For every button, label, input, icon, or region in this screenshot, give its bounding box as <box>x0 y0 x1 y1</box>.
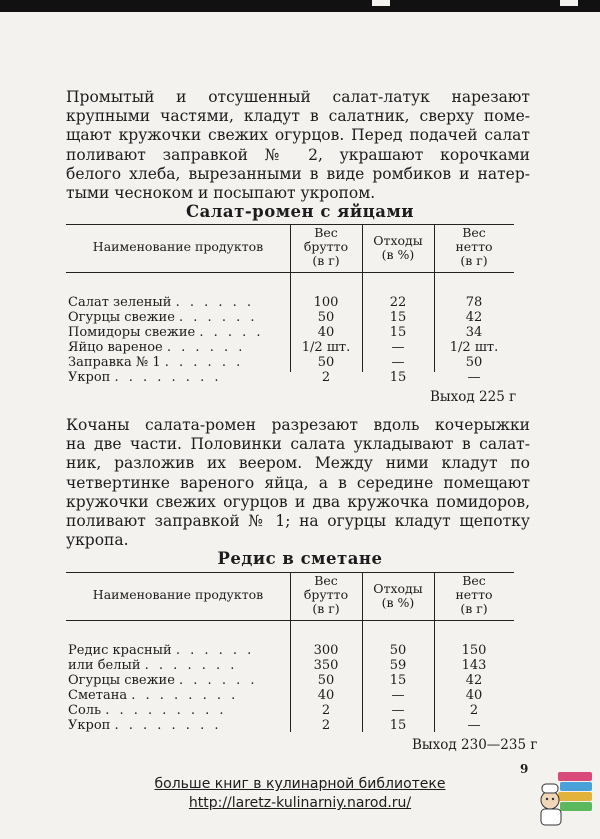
scan-notch <box>372 0 390 6</box>
text-line: поливают заправкой № 2, украшают корочками <box>66 145 530 164</box>
intro-paragraph <box>66 88 530 203</box>
text-line: тыми чесноком и посыпают укропом. <box>66 184 376 203</box>
text-line: четвертинке вареного яйца, а в середине помещают <box>66 473 530 492</box>
table-row: Редис красный . . . . . . 300 50 150 <box>68 643 487 658</box>
scan-notch <box>560 0 578 6</box>
recipe-title: Редис в сметане <box>217 549 383 568</box>
method-paragraph <box>66 416 530 550</box>
text-line: щают кружочки свежих огурцов. Перед подачей салат <box>66 126 530 145</box>
footer-library-text: больше книг в кулинарной библиотеке <box>154 776 446 792</box>
chef-books-logo-icon <box>536 760 596 830</box>
table-row: Соль . . . . . . . . . 2 — 2 <box>68 703 479 718</box>
text-line: поливают заправкой № 1; на огурцы кладут щепотку <box>66 512 530 531</box>
table-row: или белый . . . . . . . 350 59 143 <box>68 658 487 673</box>
footer-link[interactable]: http://laretz-kulinarniy.narod.ru/ <box>188 795 412 811</box>
recipe-table <box>66 222 514 392</box>
table-row: Помидоры свежие . . . . . 40 15 34 <box>68 325 483 340</box>
table-row: Огурцы свежие . . . . . . 50 15 42 <box>68 310 483 325</box>
text-line: Промытый и отсушенный салат-латук нарезают <box>66 88 530 106</box>
table-row: Укроп . . . . . . . . 2 15 — <box>68 718 481 733</box>
header-net: Вес нетто (в г) <box>455 573 493 616</box>
header-name: Наименование продуктов <box>92 587 264 602</box>
table-row: Сметана . . . . . . . . 40 — 40 <box>68 688 483 703</box>
header-net: Вес нетто (в г) <box>455 225 493 268</box>
table-row: Огурцы свежие . . . . . . 50 15 42 <box>68 673 483 688</box>
recipe-yield: Выход 230—235 г <box>412 737 538 753</box>
text-line: ник, разложив их веером. Между ними кладут по <box>66 454 530 473</box>
text-line: Кочаны салата-ромен разрезают вдоль кочерыжки <box>66 416 530 434</box>
text-line: укропа. <box>66 531 129 550</box>
header-gross: Вес брутто (в г) <box>303 225 349 268</box>
recipe-table <box>66 570 514 740</box>
table-row: Салат зеленый . . . . . . 100 22 78 <box>68 295 483 310</box>
recipe-title: Салат-ромен с яйцами <box>185 202 415 221</box>
text-line: крупными частями, кладут в салатник, сверху поме- <box>66 107 530 126</box>
header-name: Наименование продуктов <box>92 239 264 254</box>
scan-top-border <box>0 0 600 12</box>
header-waste: Отходы (в %) <box>373 581 423 610</box>
header-gross: Вес брутто (в г) <box>303 573 349 616</box>
text-line: кружочки свежих огурцов и два кружочка помидоров, <box>66 492 530 511</box>
text-line: на две части. Половинки салата укладывают в салат- <box>66 435 530 454</box>
header-waste: Отходы (в %) <box>373 233 423 262</box>
recipe-yield: Выход 225 г <box>430 389 517 405</box>
text-line: белого хлеба, вырезанными в виде ромбиков и натер- <box>66 164 530 183</box>
table-row: Яйцо вареное . . . . . . 1/2 шт. — 1/2 шт. <box>68 340 499 355</box>
table-row: Заправка № 1 . . . . . . 50 — 50 <box>68 355 483 370</box>
page-number: 9 <box>520 762 529 776</box>
table-row: Укроп . . . . . . . . 2 15 — <box>68 370 481 385</box>
